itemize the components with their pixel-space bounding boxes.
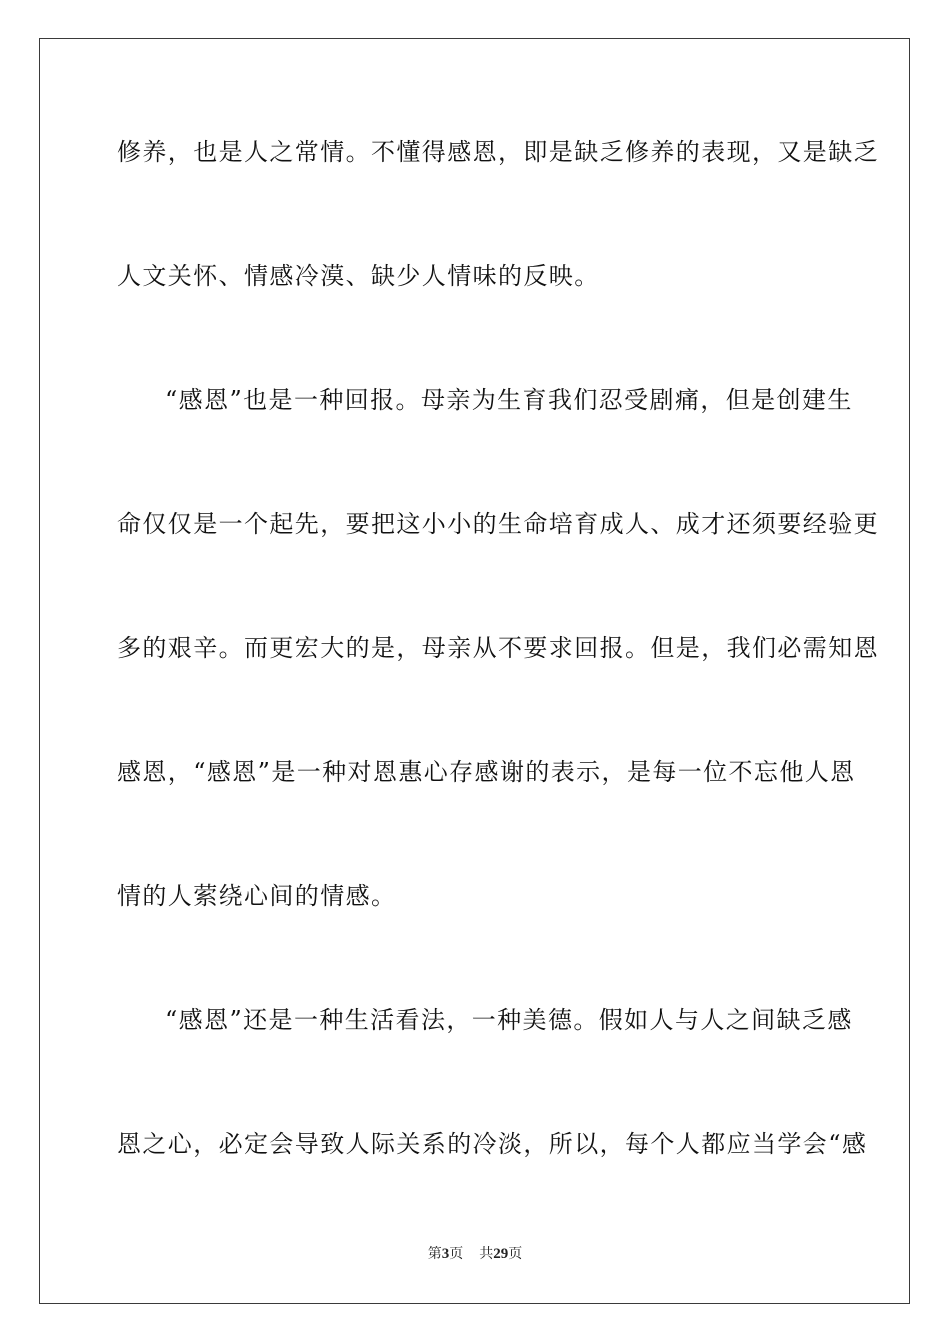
footer-total-suffix: 页 <box>508 1246 523 1262</box>
text-line-2: 人文关怀、情感冷漠、缺少人情味的反映。 <box>117 262 600 290</box>
text-line-4: 命仅仅是一个起先，要把这小小的生命培育成人、成才还须要经验更 <box>117 510 879 538</box>
footer-page-prefix: 第 <box>427 1246 442 1262</box>
footer-total-pages: 29 <box>493 1246 509 1262</box>
text-line-7: 情的人萦绕心间的情感。 <box>117 882 397 910</box>
footer-total-prefix: 共 <box>479 1246 494 1262</box>
footer-page-suffix: 页 <box>449 1246 464 1262</box>
text-line-6: 感恩，“感恩”是一种对恩惠心存感谢的表示，是每一位不忘他人恩 <box>117 758 856 786</box>
page-border <box>39 38 910 1304</box>
text-line-3: “感恩”也是一种回报。母亲为生育我们忍受剧痛，但是创建生 <box>165 386 853 414</box>
footer-page-number: 3 <box>441 1246 450 1262</box>
text-line-9: 恩之心，必定会导致人际关系的冷淡，所以，每个人都应当学会“感 <box>117 1130 868 1158</box>
text-line-5: 多的艰辛。而更宏大的是，母亲从不要求回报。但是，我们必需知恩 <box>117 634 879 662</box>
text-line-8: “感恩”还是一种生活看法，一种美德。假如人与人之间缺乏感 <box>165 1006 853 1034</box>
text-line-1: 修养，也是人之常情。不懂得感恩，即是缺乏修养的表现，又是缺乏 <box>117 138 879 166</box>
page-footer <box>0 1244 950 1264</box>
